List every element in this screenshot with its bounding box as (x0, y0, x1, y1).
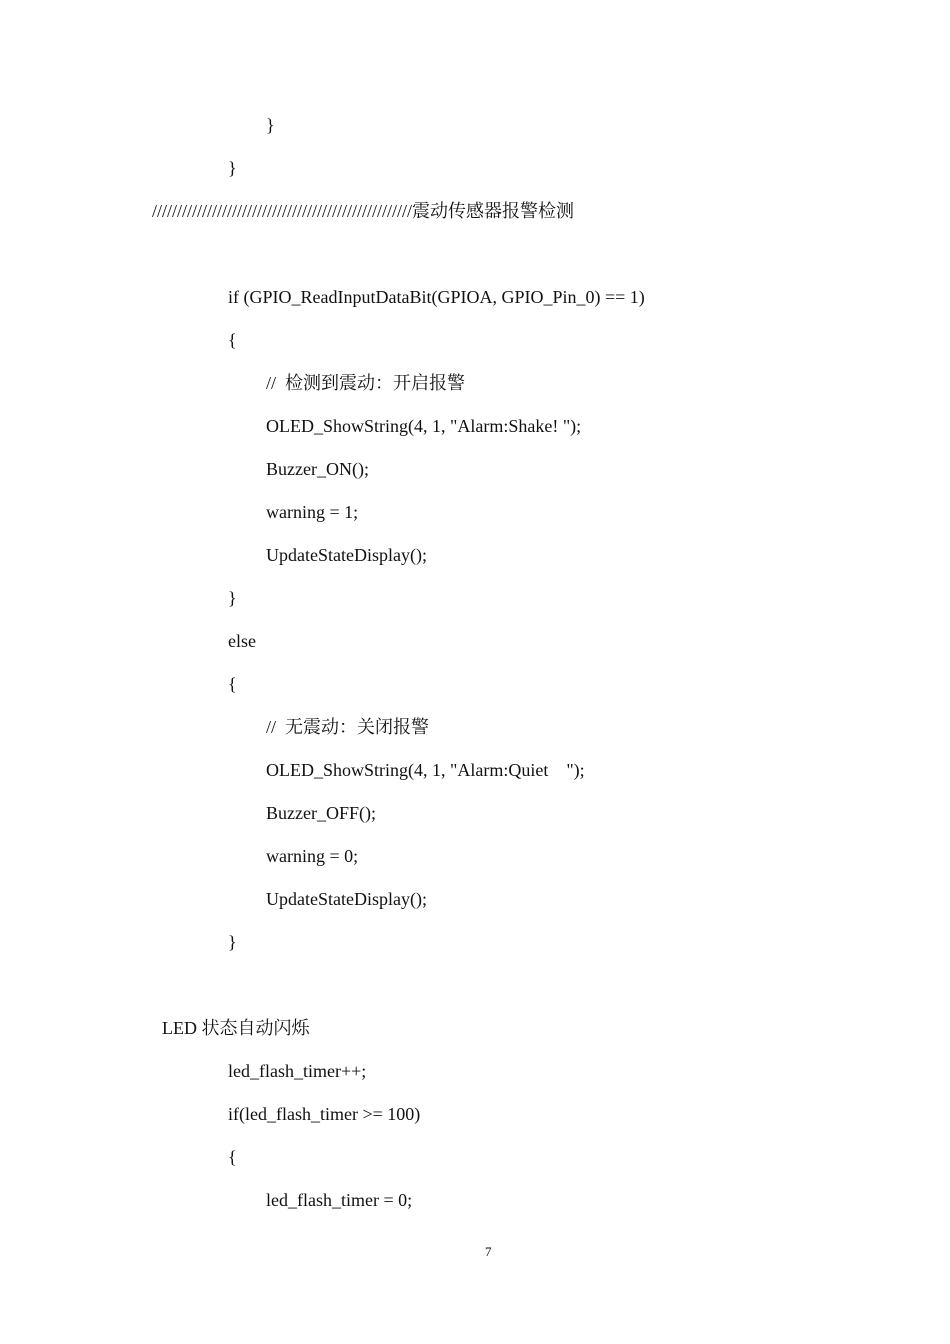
code-line: UpdateStateDisplay(); (266, 889, 427, 909)
code-line: warning = 0; (266, 846, 359, 866)
code-comment: // 检测到震动：开启报警 (266, 373, 466, 393)
code-line: OLED_ShowString(4, 1, "Alarm:Quiet "); (266, 760, 585, 780)
code-line: warning = 1; (266, 502, 359, 522)
code-line: UpdateStateDisplay(); (266, 545, 427, 565)
code-line: Buzzer_ON(); (266, 459, 369, 479)
code-line: if(led_flash_timer >= 100) (228, 1104, 421, 1124)
code-line: led_flash_timer++; (228, 1061, 367, 1081)
code-line: led_flash_timer = 0; (266, 1190, 413, 1210)
code-line: { (228, 1147, 237, 1167)
code-line: else (228, 631, 256, 651)
code-line: OLED_ShowString(4, 1, "Alarm:Shake! "); (266, 416, 582, 436)
code-line: } (228, 932, 237, 952)
code-comment: // 无震动：关闭报警 (266, 717, 430, 737)
page-number: 7 (485, 1244, 492, 1259)
code-line: } (228, 588, 237, 608)
section-heading: LED 状态自动闪烁 (162, 1018, 310, 1038)
code-line: Buzzer_OFF(); (266, 803, 376, 823)
code-line: { (228, 330, 237, 350)
code-line: } (228, 158, 237, 178)
code-line: { (228, 674, 237, 694)
section-comment: ////////////////////////////////////////////////////震动传感器报警检测 (152, 201, 575, 221)
code-line: } (266, 115, 275, 135)
code-line: if (GPIO_ReadInputDataBit(GPIOA, GPIO_Pin_0) == 1) (228, 287, 645, 307)
